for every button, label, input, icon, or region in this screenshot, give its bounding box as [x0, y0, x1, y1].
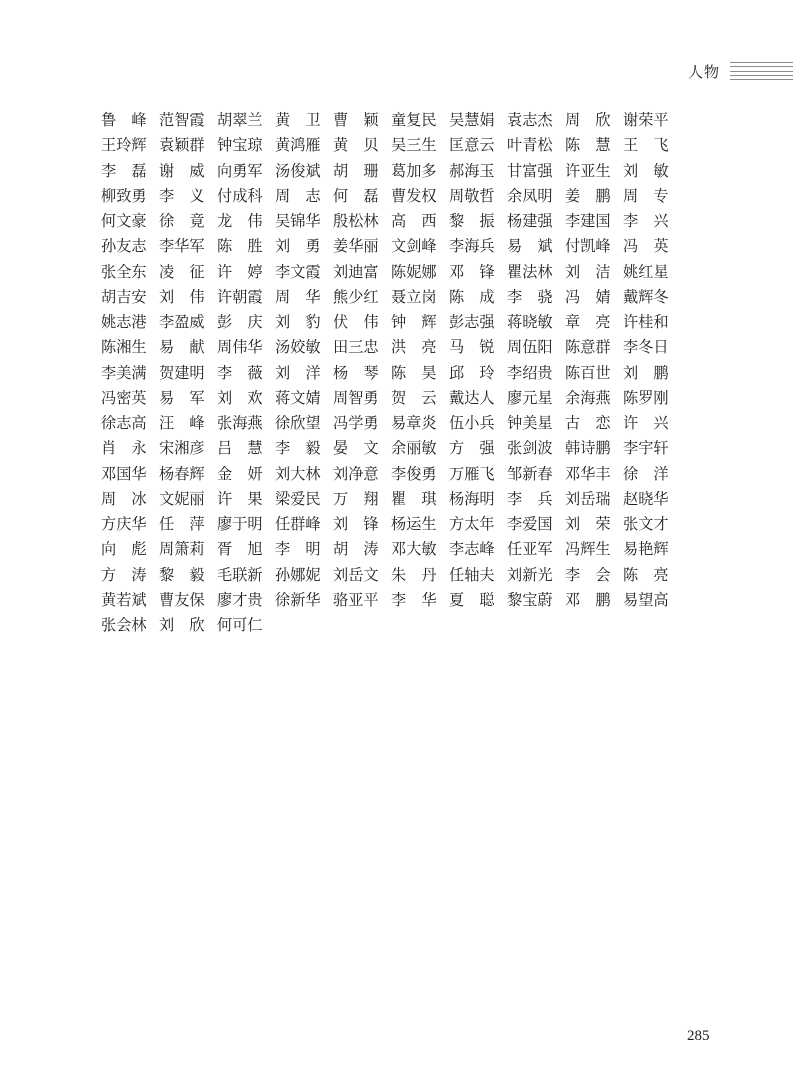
person-name: 王 飞: [623, 136, 669, 155]
page-number: 285: [687, 1028, 710, 1044]
person-name: 晏 文: [333, 439, 379, 458]
person-name: 宋湘彦: [159, 439, 205, 458]
person-name: 向勇军: [217, 161, 263, 180]
person-name: 蒋文婧: [275, 388, 321, 407]
person-name: 姜华丽: [333, 237, 379, 256]
section-title: 人物: [687, 62, 720, 81]
person-name: 匡意云: [449, 136, 495, 155]
person-name: 易章炎: [391, 414, 437, 432]
person-name: 李绍贵: [507, 363, 553, 382]
person-name: 周伟华: [217, 338, 263, 357]
person-name: 付凯峰: [565, 237, 611, 256]
person-name: 张剑波: [507, 439, 553, 458]
person-name: 刘 洋: [275, 363, 321, 382]
person-name: 陈妮娜: [391, 262, 437, 281]
person-name: 曹发权: [391, 186, 437, 205]
person-name: 廖元星: [507, 388, 553, 407]
person-name: 许亚生: [565, 161, 611, 180]
person-name: 付成科: [217, 186, 263, 205]
person-name: 陈 胜: [217, 237, 263, 256]
person-name: 姚志港: [101, 313, 147, 331]
person-name: 李爱国: [507, 515, 553, 533]
person-name: 袁颖群: [159, 136, 205, 155]
person-name: 冯辉生: [565, 540, 611, 559]
person-name: 赵晓华: [623, 489, 669, 508]
person-name: 刘 荣: [565, 515, 611, 533]
person-name: 许 兴: [623, 414, 669, 432]
person-name: 熊少红: [333, 287, 379, 306]
person-name: 刘大林: [275, 464, 321, 483]
person-name: 李 兵: [507, 489, 553, 508]
person-name: 陈百世: [565, 363, 611, 382]
person-name: 蒋晓敏: [507, 313, 553, 331]
person-name: 金 妍: [217, 464, 263, 483]
person-name: 李海兵: [449, 237, 495, 256]
person-name: 马 锐: [449, 338, 495, 357]
person-name: 张会林: [101, 616, 147, 634]
person-name: 任 萍: [159, 515, 205, 533]
person-name: 朱 丹: [391, 565, 437, 584]
person-name: 刘新光: [507, 565, 553, 584]
person-name: 王玲辉: [101, 136, 147, 155]
person-name: 冯学勇: [333, 414, 379, 432]
person-name: 甘富强: [507, 161, 553, 180]
person-name: 李 会: [565, 565, 611, 584]
person-name: 李华军: [159, 237, 205, 256]
person-name: 何可仁: [217, 616, 263, 634]
person-name: 陈 昊: [391, 363, 437, 382]
person-name: 易望高: [623, 590, 669, 609]
person-name: 李 骁: [507, 287, 553, 306]
person-name: 李 明: [275, 540, 321, 559]
person-name: 刘岳文: [333, 565, 379, 584]
person-name: 古 恋: [565, 414, 611, 432]
person-name: 夏 聪: [449, 590, 495, 609]
person-name: 文剑峰: [391, 237, 437, 256]
person-name: 袁志杰: [507, 111, 553, 129]
person-name: 姜 鹏: [565, 186, 611, 205]
person-name: 凌 征: [159, 262, 205, 281]
person-name: 李 兴: [623, 212, 669, 230]
person-name: 徐志高: [101, 414, 147, 432]
person-name: 陈 慧: [565, 136, 611, 155]
person-name: 邱 玲: [449, 363, 495, 382]
person-name: 任轴夫: [449, 565, 495, 584]
person-name: 刘岳瑞: [565, 489, 611, 508]
person-name: 廖于明: [217, 515, 263, 533]
person-name: 胡 涛: [333, 540, 379, 559]
person-name: 许朝霞: [217, 287, 263, 306]
person-name: 韩诗鹏: [565, 439, 611, 458]
person-name: 孙友志: [101, 237, 147, 256]
person-name: 范智霞: [159, 111, 205, 129]
person-name: 周伍阳: [507, 338, 553, 357]
person-name: 徐 竟: [159, 212, 205, 230]
person-name: 向 彪: [101, 540, 147, 559]
person-name: 吴三生: [391, 136, 437, 155]
person-name: 钟 辉: [391, 313, 437, 331]
person-name: 葛加多: [391, 161, 437, 180]
person-name: 刘 伟: [159, 287, 205, 306]
person-name: 方太年: [449, 515, 495, 533]
person-name: 廖才贵: [217, 590, 263, 609]
person-name: 李志峰: [449, 540, 495, 559]
person-name: 易 献: [159, 338, 205, 357]
person-name: 戴达人: [449, 388, 495, 407]
person-name: 杨 琴: [333, 363, 379, 382]
person-name: 何文豪: [101, 212, 147, 230]
person-name: 瞿 琪: [391, 489, 437, 508]
person-name: 刘净意: [333, 464, 379, 483]
person-name: 彭 庆: [217, 313, 263, 331]
person-name: 杨运生: [391, 515, 437, 533]
person-name: 方 涛: [101, 565, 147, 584]
person-name: 陈罗刚: [623, 388, 669, 407]
person-name: 许 果: [217, 489, 263, 508]
person-name: 易艳辉: [623, 540, 669, 559]
person-name: 周 欣: [565, 111, 611, 129]
name-list: [101, 108, 681, 638]
person-name: 彭志强: [449, 313, 495, 331]
person-name: 殷松林: [333, 212, 379, 230]
person-name: 徐新华: [275, 590, 321, 609]
person-name: 黎 毅: [159, 565, 205, 584]
person-name: 何 磊: [333, 186, 379, 205]
person-name: 刘 锋: [333, 515, 379, 533]
person-name: 伍小兵: [449, 414, 495, 432]
person-name: 杨建强: [507, 212, 553, 230]
person-name: 黄 卫: [275, 111, 321, 129]
person-name: 李俊勇: [391, 464, 437, 483]
person-name: 李美满: [101, 363, 147, 382]
person-name: 钟宝琼: [217, 136, 263, 155]
person-name: 冯 英: [623, 237, 669, 256]
person-name: 刘 欣: [159, 616, 205, 634]
person-name: 梁爱民: [275, 489, 321, 508]
person-name: 章 亮: [565, 313, 611, 331]
person-name: 周智勇: [333, 388, 379, 407]
person-name: 周敬哲: [449, 186, 495, 205]
person-name: 刘 欢: [217, 388, 263, 407]
person-name: 李 薇: [217, 363, 263, 382]
person-name: 鲁 峰: [101, 111, 147, 129]
person-name: 黄鸿雁: [275, 136, 321, 155]
person-name: 洪 亮: [391, 338, 437, 357]
person-name: 邹新春: [507, 464, 553, 483]
person-name: 胡翠兰: [217, 111, 263, 129]
person-name: 张海燕: [217, 414, 263, 432]
person-name: 冯 婧: [565, 287, 611, 306]
person-name: 余丽敏: [391, 439, 437, 458]
person-name: 周 冰: [101, 489, 147, 508]
person-name: 汪 峰: [159, 414, 205, 432]
person-name: 易 军: [159, 388, 205, 407]
person-name: 曹 颖: [333, 111, 379, 129]
person-name: 李 磊: [101, 161, 147, 180]
person-name: 吴慧娟: [449, 111, 495, 129]
person-name: 周 专: [623, 186, 669, 205]
person-name: 邓国华: [101, 464, 147, 483]
person-name: 许 婷: [217, 262, 263, 281]
person-name: 刘 鹏: [623, 363, 669, 382]
person-name: 陈 亮: [623, 565, 669, 584]
person-name: 骆亚平: [333, 590, 379, 609]
person-name: 万 翔: [333, 489, 379, 508]
person-name: 刘 洁: [565, 262, 611, 281]
person-name: 曹友保: [159, 590, 205, 609]
person-name: 贺 云: [391, 388, 437, 407]
person-name: 周 志: [275, 186, 321, 205]
person-name: 方庆华: [101, 515, 147, 533]
person-name: 李 毅: [275, 439, 321, 458]
person-name: 李文霞: [275, 262, 321, 281]
running-header: [688, 56, 793, 86]
person-name: 邓 锋: [449, 262, 495, 281]
person-name: 易 斌: [507, 237, 553, 256]
person-name: 余凤明: [507, 186, 553, 205]
person-name: 谢荣平: [623, 111, 669, 129]
person-name: 文妮丽: [159, 489, 205, 508]
person-name: 聂立岗: [391, 287, 437, 306]
person-name: 龙 伟: [217, 212, 263, 230]
person-name: 余海燕: [565, 388, 611, 407]
person-name: 谢 威: [159, 161, 205, 180]
person-name: 方 强: [449, 439, 495, 458]
person-name: 任亚军: [507, 540, 553, 559]
person-name: 肖 永: [101, 439, 147, 458]
person-name: 刘 豹: [275, 313, 321, 331]
person-name: 郝海玉: [449, 161, 495, 180]
person-name: 徐 洋: [623, 464, 669, 483]
person-name: 李盈威: [159, 313, 205, 331]
person-name: 高 西: [391, 212, 437, 230]
person-name: 姚红星: [623, 262, 669, 281]
person-name: 周 华: [275, 287, 321, 306]
person-name: 胥 旭: [217, 540, 263, 559]
person-name: 黄若斌: [101, 590, 147, 609]
person-name: 戴辉冬: [623, 287, 669, 306]
person-name: 邓华丰: [565, 464, 611, 483]
person-name: 黎 振: [449, 212, 495, 230]
person-name: 杨春辉: [159, 464, 205, 483]
person-name: 张文才: [623, 515, 669, 533]
person-name: 柳致勇: [101, 186, 147, 205]
person-name: 吴锦华: [275, 212, 321, 230]
person-name: 杨海明: [449, 489, 495, 508]
person-name: 黄 贝: [333, 136, 379, 155]
person-name: 许桂和: [623, 313, 669, 331]
person-name: 徐欣望: [275, 414, 321, 432]
person-name: 李建国: [565, 212, 611, 230]
person-name: 胡 珊: [333, 161, 379, 180]
person-name: 刘 勇: [275, 237, 321, 256]
header-rule-ornament: [730, 62, 793, 80]
person-name: 冯密英: [101, 388, 147, 407]
person-name: 胡吉安: [101, 287, 147, 306]
person-name: 瞿法林: [507, 262, 553, 281]
person-name: 伏 伟: [333, 313, 379, 331]
person-name: 邓大敏: [391, 540, 437, 559]
person-name: 吕 慧: [217, 439, 263, 458]
person-name: 汤俊斌: [275, 161, 321, 180]
person-name: 邓 鹏: [565, 590, 611, 609]
person-name: 李 华: [391, 590, 437, 609]
person-name: 叶青松: [507, 136, 553, 155]
person-name: 孙娜妮: [275, 565, 321, 584]
person-name: 钟美星: [507, 414, 553, 432]
person-name: 黎宝蔚: [507, 590, 553, 609]
person-name: 童复民: [391, 111, 437, 129]
person-name: 田三忠: [333, 338, 379, 357]
person-name: 陈湘生: [101, 338, 147, 357]
person-name: 贺建明: [159, 363, 205, 382]
person-name: 李冬日: [623, 338, 669, 357]
person-name: 汤姣敏: [275, 338, 321, 357]
person-name: 李宇轩: [623, 439, 669, 458]
person-name: 毛联新: [217, 565, 263, 584]
person-name: 陈 成: [449, 287, 495, 306]
person-name: 万雁飞: [449, 464, 495, 483]
person-name: 张全东: [101, 262, 147, 281]
person-name: 陈意群: [565, 338, 611, 357]
person-name: 周箫莉: [159, 540, 205, 559]
person-name: 任群峰: [275, 515, 321, 533]
person-name: 李 义: [159, 186, 205, 205]
person-name: 刘 敏: [623, 161, 669, 180]
person-name: 刘迪富: [333, 262, 379, 281]
